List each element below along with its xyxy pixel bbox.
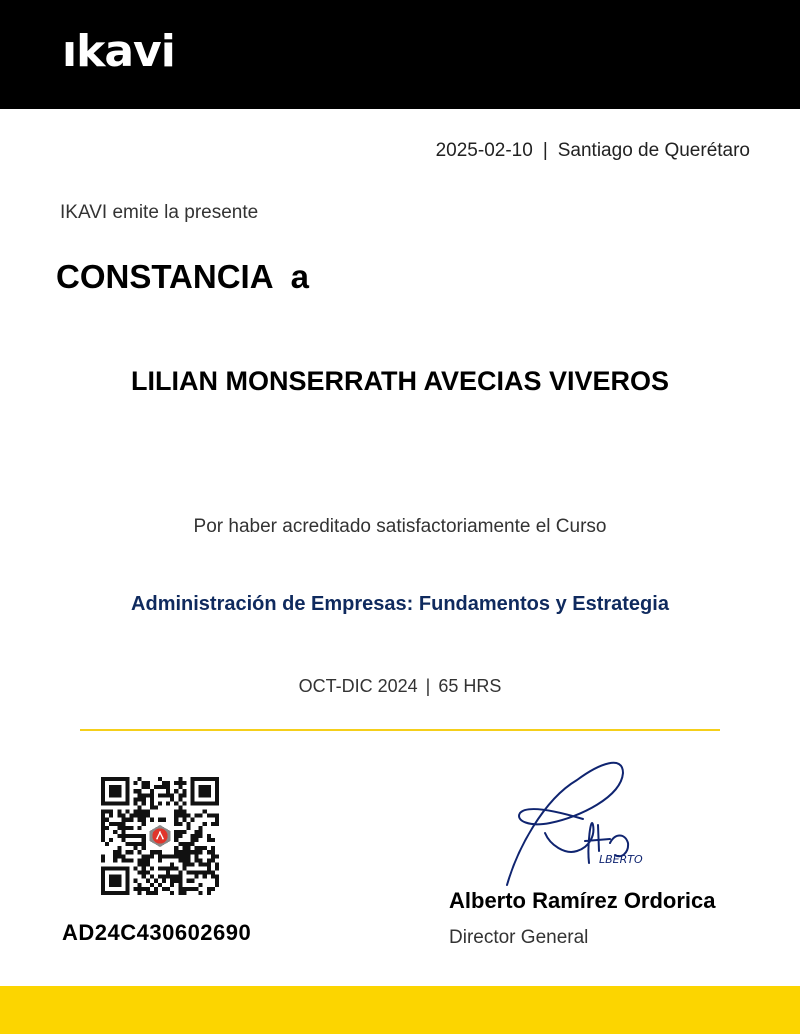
course-period — [0, 676, 800, 697]
qr-finder-bottom-left — [101, 867, 129, 895]
qr-finder-top-left — [101, 777, 129, 805]
intro-text: IKAVI emite la presente — [60, 202, 259, 223]
qr-center-logo — [148, 824, 172, 848]
recipient-name: LILIAN MONSERRATH AVECIAS VIVEROS — [130, 366, 670, 396]
signature-lettering: LBERTO — [599, 853, 643, 866]
qr-code-icon — [101, 777, 219, 895]
certificate-code: AD24C430602690 — [62, 920, 252, 945]
header-bar — [0, 0, 800, 109]
issue-date: 2025-02-10 — [435, 140, 533, 161]
period-dates: OCT-DIC 2024 — [298, 676, 418, 696]
course-name: Administración de Empresas: Fundamentos y Estrategia — [131, 593, 669, 615]
course-hours: 65 HRS — [438, 676, 502, 696]
period-separator: | — [425, 676, 431, 696]
date-location — [436, 140, 750, 162]
date-separator: | — [542, 140, 548, 161]
signatory-name: Alberto Ramírez Ordorica — [449, 888, 716, 913]
certificate-title: CONSTANCIA a — [56, 258, 310, 295]
footer-bar — [0, 986, 800, 1034]
reason-text: Por haber acreditado satisfactoriamente el Curso — [193, 516, 607, 537]
qr-finder-top-right — [191, 777, 219, 805]
yellow-divider — [80, 729, 720, 731]
issue-place: Santiago de Querétaro — [557, 140, 750, 161]
ikavi-logo: ıkavi — [62, 26, 175, 77]
signatory-role: Director General — [449, 927, 589, 948]
signature-image — [495, 755, 665, 890]
